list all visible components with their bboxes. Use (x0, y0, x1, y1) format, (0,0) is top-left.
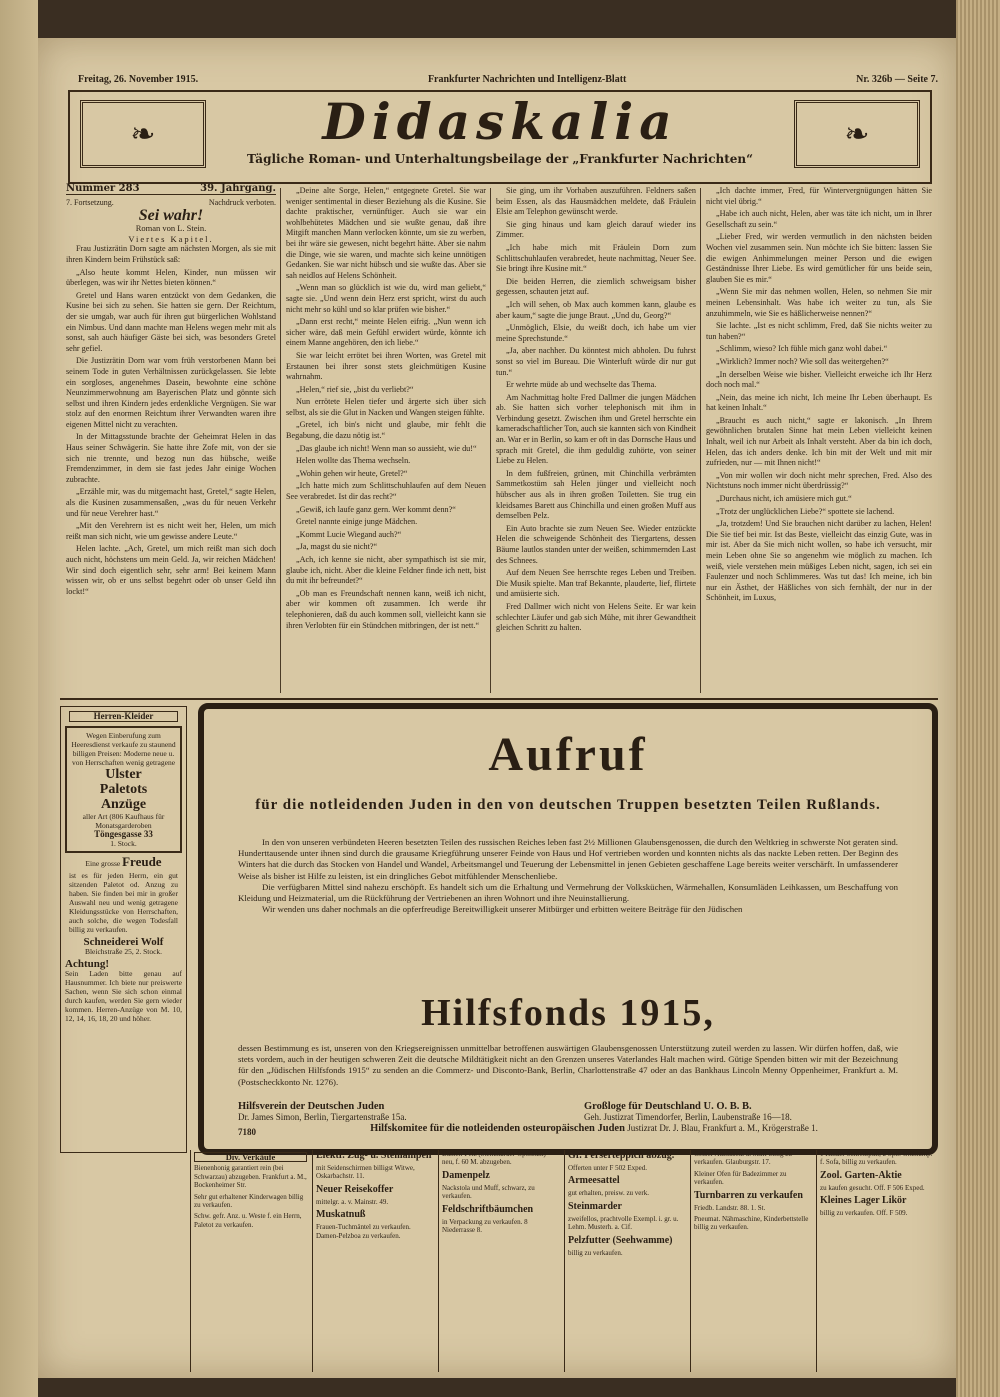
column-divider (490, 188, 491, 693)
paragraph: Sie war leicht errötet bei ihren Worten, was Gretel mit Erstaunen bei ihrer sonst stets gleichmütigen Kusine wahrnahm. (286, 350, 486, 382)
issue-number: Nummer 283 (66, 183, 140, 194)
classified-title: Muskatnuß (316, 1209, 366, 1221)
aufruf-paragraph-1: In den von unseren verbündeten Heeren besetzten Teilen des russischen Reiches leben fast 2½ Millionen Glaubensgenossen, die durch den Weltkrieg in schwerste Not geraten sind. Hunderttausende unter ihnen sind durch die grausame Kriegführung unserer Feinde von Haus und Hof vertrieben worden und konnten nichts als das nackte Leben retten. Der Beginn des Winters hat die durch das Stocken von Handel und Wandel, Arbeitsmangel und Teuerung der Lebensmittel in jenen Gebieten geschaffene Lage bereits weiter verschärft. In umfassenderer Weise als bisher ist Hilfe zu leisten, ist ein dringliches Gebot mitfühlender Menschenliebe. (238, 837, 898, 881)
classified-title: Neuer Reisekoffer (316, 1183, 394, 1195)
classified-item: billig zu verkaufen. Off. F 509. (820, 1209, 908, 1218)
classified-item: in Verpackung zu verkaufen. 8 Niederrasse 8. (442, 1217, 528, 1235)
paragraph: „Gretel, ich bin's nicht und glaube, mir fehlt die Begabung, die dazu nötig ist.“ (286, 420, 486, 441)
paragraph: „Kommt Lucie Wiegand auch?“ (296, 529, 402, 539)
classified-item: Friedb. Landstr. 88. 1. St. (694, 1203, 766, 1212)
paragraph: Die beiden Herren, die ziemlich schweigsam bisher gegessen, schauten jetzt auf. (496, 276, 696, 297)
header-paper: Frankfurter Nachrichten und Intelligenz-Blatt (427, 74, 627, 85)
ad-herren-floor: 1. Stock. (110, 839, 137, 848)
paragraph: „In derselben Weise wie bisher. Vielleicht erweiche ich Ihr Herz doch noch mal.“ (706, 369, 932, 390)
classified-column-3 (438, 1150, 562, 1372)
signature-3-org: Hilfskomitee für die notleidenden osteuropäischen Juden (370, 1123, 625, 1134)
classified-item: Sehr gut erhaltener Kinderwagen billig zu verkaufen. (194, 1192, 304, 1210)
ad-freude (65, 854, 182, 934)
classified-item: Bienenhonig garantiert rein (bei Schwarzau) abzugeben. Frankfurt a. M., Bockenheimer Str. (194, 1164, 307, 1190)
ad-freude-pre: Eine grosse (85, 859, 121, 868)
ad-achtung (65, 960, 182, 1023)
aufruf-title: Aufruf (488, 728, 648, 781)
signature-2-org: Großloge für Deutschland U. O. B. B. (584, 1101, 752, 1112)
paragraph: „Schlimm, wieso? Ich fühle mich ganz wohl dabei.“ (716, 344, 888, 354)
ad-herren-heading: Herren-Kleider (69, 711, 178, 722)
paragraph: Helen wollte das Thema wechseln. (296, 456, 411, 466)
paragraph: In der Mittagsstunde brachte der Geheimrat Helen in das Haus seiner Schwägerin. Sie hatte ihre Zofe mit, von der sie sich nie trennte, und bezog nun das hübsche, weiße Fremdenzimmer, in dem sie fast jedes Jahr einige Wochen zubrachte. (66, 432, 276, 484)
paragraph: „Nein, das meine ich nicht, Ich meine Ihr Leben überhaupt. Es hat keinen Inhalt.“ (706, 392, 932, 413)
classified-title: Gr. Perserteppich abzug. (568, 1150, 675, 1161)
ad-achtung-title: Achtung! (65, 958, 110, 970)
paragraph: „Braucht es auch nicht,“ sagte er lakonisch. „In Ihrem gewöhnlichen brutalen Sinne hat mein Leben vielleicht keinen Inhalt, weil ich nur Arbeit als Inhalt versteht. Aber da bin ich doch, Helen, das ich anders denke. Ich bin mit der Welt und mit mir zufrieden, nur — mit Ihnen nicht!“ (706, 415, 932, 468)
paragraph: Gretel und Hans waren entzückt von dem Gedanken, die Kusine bei sich zu sehen. Sie hatten sie gern. Der Reichtum, der sie umgab, war auch für ihren gut bürgerlichen Wohlstand ein Nimbus. Und dann machte man Helens wegen mehr mit als sonst, sah auch häufiger Gäste bei sich, was besonders Gretel sehr gefiel. (66, 290, 276, 353)
paragraph: Am Nachmittag holte Fred Dallmer die jungen Mädchen ab. Sie hatten sich vorher telephonisch mit ihm in Verbindung gesetzt. Zwischen ihm und Gretel herrschte ein kameradschaftlicher Ton, auch sie kannten sich von Kindheit an. War er in Berlin, so kam er oft in das Dornsche Haus und sprach mit Gretel, die ihm geduldig zuhörte, von seiner Liebe zu Helen. (496, 392, 696, 466)
aufruf-body-bottom (238, 1043, 898, 1088)
classified-column-2 (312, 1150, 436, 1372)
paragraph: „Ob man es Freundschaft nennen kann, weiß ich nicht, aber wir kommen oft zusammen. Ich werde ihr telephonieren, daß du auch kommen soll, vielleicht kann sie ihren Verlobten für ein Stündchen mitbringen, der ist nett.“ (286, 588, 486, 630)
classified-title: Steinmarder (568, 1200, 622, 1212)
classified-item: billig zu verkaufen. (568, 1248, 623, 1257)
novel-chapter: Viertes Kapitel. (128, 233, 214, 244)
masthead (68, 90, 932, 184)
signature-2-name: Geh. Justizrat Timendorfer, Berlin, Laubenstraße 16—18. (584, 1112, 792, 1122)
classified-item: Damen-Pelz (Steinmarder-Opossum) neu, f. 60 M. abzugeben. (442, 1150, 546, 1167)
aufruf-paragraph-2: Die verfügbaren Mittel sind nahezu erschöpft. Es handelt sich um die Erhaltung und Vermehrung der Volksküchen, Wärmehallen, Konsumläden Leihkassen, um Beschaffung von Kleidung und Heizmaterial, um die Rückführung der Vertriebenen an ihren Wohnort und ihre Neuinstallierung. (238, 881, 898, 904)
paragraph: Sie ging hinaus und kam gleich darauf wieder ins Zimmer. (496, 219, 696, 240)
classified-item: Schw. gefr. Anz. u. Weste f. ein Herrn, Paletot zu verkaufen. (194, 1212, 302, 1229)
paragraph: „Mit den Verehrern ist es nicht weit her, Helen, um mich reißt man sich nicht, wie um gewisse andere Leute.“ (66, 521, 276, 541)
paragraph: In dem fußfreien, grünen, mit Chinchilla verbrämten Sammetkostüm sah Helen jünger und vielleicht noch hübscher aus als in ihren großen Toiletten. Sie trug ein kleidsames Barett aus Chinchilla und einen großen Muff aus demselben Pelz. (496, 468, 696, 521)
ad-herren-kleider (65, 726, 182, 853)
classified-title: Zool. Garten-Aktie (820, 1169, 902, 1181)
header-date: Freitag, 26. November 1915. (78, 74, 199, 85)
left-ads-column (60, 706, 187, 1153)
classified-item: mittelgr. a. v. Mainstr. 49. (316, 1197, 389, 1206)
paragraph: „Wenn Sie mir das nehmen wollen, Helen, so nehmen Sie mir meinen Lebensinhalt. Was habe ich weiter zu tun, als Sie anzuhimmeln, wie Sie es häßlicherweise nennen?“ (706, 287, 932, 318)
paragraph: Auf dem Neuen See herrschte reges Leben und Treiben. Die Musik spielte. Man traf Bekannte, plauderte, lief, flirtete und amüsierte sich. (496, 568, 696, 599)
paragraph: „Lieber Fred, wir werden vermutlich in den nächsten beiden Wochen viel zusammen sein. Nun möchte ich Sie bitten: lassen Sie die ewigen Anhimmelungen meiner Person und die ewigen Geständnisse Ihrer Liebe. Es wird gemütlicher für uns beide sein, glauben Sie es mir.“ (706, 232, 932, 284)
ad-herren-tail: aller Art (806 Kaufhaus für Monatsgarderoben (82, 812, 165, 830)
newspaper-page (38, 38, 956, 1378)
classified-ads (190, 1150, 938, 1372)
classified-title: Armeesattel (568, 1175, 620, 1187)
classified-title: Feldschriftbäumchen (442, 1203, 534, 1215)
paragraph: „Ach, ich kenne sie nicht, aber sympathisch ist sie mir, glaube ich, nicht. Aber die kleine Feldner finde ich nett, bist du mit ihr befreundet?“ (286, 555, 486, 586)
ad-achtung-text: Sein Laden bitte genau auf Hausnummer. Ich biete nur preiswerte Sachen, wenn Sie sich schon einmal durch kaufen, werden Sie gern wieder kommen. Herren-Anzüge von M. 10, 12, 14, 16, 18, 20 und höher. (65, 969, 182, 1023)
classified-item: Kleiner Ofen für Badezimmer zu verkaufen. (694, 1169, 787, 1187)
signature-3 (354, 1123, 834, 1134)
aufruf-paragraph-3: Wir wenden uns daher nochmals an die opferfreudige Bereitwilligkeit unserer Mitbürger und erbitten weitere Beiträge für den Jüdischen (262, 904, 743, 915)
column-3 (496, 186, 696, 636)
ad-herren-ulster: Ulster (105, 767, 142, 782)
classified-title: Elektr. Zug- u. Stehlampen (316, 1150, 432, 1161)
issue-line (66, 183, 276, 195)
paragraph: Ein Auto brachte sie zum Neuen See. Wieder entzückte Helen die schweigende Schönheit des Tiergartens, dessen Bäume lautlos standen unter der weißen, schimmernden Last des Schnees. (496, 523, 696, 565)
paragraph: „Unmöglich, Elsie, du weißt doch, ich habe um vier meine Sprechstunde.“ (496, 323, 696, 343)
ad-freude-text: ist es für jeden Herrn, ein gut sitzenden Paletot od. Anzug zu haben. Sie finden bei mir in großer Auswahl neu und wenig getragene Kleidungsstücke von Herrschaften, auch solche, die wegen Todesfall billig zu verkaufen. (69, 871, 178, 934)
paragraph: „Ich dachte immer, Fred, für Wintervergnügungen hätten Sie nicht viel übrig.“ (706, 186, 932, 206)
paragraph: „Ja, trotzdem! Und Sie brauchen nicht darüber zu lachen, Helen! Die Sie tief bei mir. Ist das Beste, vielleicht das einzig Gute, was in mir ist. Aber da Sie mich nicht wollen, so habe ich versucht, mir mein Leben ohne Sie so angenehm wie möglich zu machen. Ich weiß, viele verstehen mein müßiges Leben nicht, sagen, ich sei ein Faulenzer und noch Schlimmeres. Was tut das! Ich meine, ich bin nur ein Ästhet, der Häßliches von sich fernhält, der nur in der Schönheit, im Luxus, (706, 519, 932, 603)
ad-herren-paletots: Paletots (99, 782, 148, 797)
classified-item: Pneumat. Nähmaschine, Kinderbettstelle billig zu verkaufen. (694, 1215, 809, 1232)
ad-herren-street: Töngesgasse 33 (94, 829, 153, 839)
paragraph: Fred Dallmer wich nicht von Helens Seite. Er war kein schlechter Läufer und gab sich Mühe, mit ihrer Gewandtheit gleichen Schritt zu halten. (496, 601, 696, 633)
signature-1 (238, 1101, 558, 1123)
column-1 (66, 198, 276, 599)
paragraph: „Durchaus nicht, ich amüsiere mich gut.“ (716, 494, 852, 504)
paragraph: Sie lachte. „Ist es nicht schlimm, Fred, daß Sie nichts weiter zu tun haben?“ (706, 321, 932, 341)
classified-column-5 (690, 1150, 814, 1372)
ad-freude-title: Freude (122, 854, 162, 869)
aufruf-number: 7180 (238, 1127, 256, 1137)
aufruf-body-top (238, 837, 898, 915)
paragraph: „Ich hatte mich zum Schlittschuhlaufen auf dem Neuen See verabredet. Ist dir das recht?“ (286, 481, 486, 502)
aufruf-ad (198, 703, 938, 1155)
classified-title: Damenpelz (442, 1169, 490, 1181)
header-line (78, 74, 938, 85)
paragraph: „Trotz der unglücklichen Liebe?“ spottete sie lachend. (716, 506, 895, 516)
paragraph: Nun errötete Helen tiefer und ärgerte sich über sich selbst, als sie die Glut in Nacken und Wangen steigen fühlte. (286, 397, 486, 417)
classified-item: Gelber Auchsbeiz u. Muff billig zu verkaufen. Glauburgstr. 17. (694, 1150, 792, 1167)
paragraph: „Ja, magst du sie nicht?“ (296, 542, 378, 552)
paragraph: Frau Justizrätin Dorn sagte am nächsten Morgen, als sie mit ihren Kindern beim Frühstück saß: (66, 244, 276, 264)
header-page: Nr. 326b — Seite 7. (856, 74, 938, 85)
classified-item: zu kaufen gesucht. Off. F 506 Exped. (820, 1183, 925, 1192)
classified-column-4 (564, 1150, 688, 1372)
paragraph: „Wenn man so glücklich ist wie du, wird man geliebt,“ sagte sie. „Und wenn dein Herz erst spricht, wirst du auch nicht mehr so kühl und so klar prüfen wie bisher.“ (286, 283, 486, 314)
masthead-subtitle: Tägliche Roman- und Unterhaltungsbeilage der „Frankfurter Nachrichten“ (246, 152, 754, 166)
ad-wolf-address: Bleichstraße 25, 2. Stock. (84, 947, 163, 956)
classified-column-6 (816, 1150, 938, 1372)
classified-item: 1 Kinder-Schreibpult, 2 Spir. Glühlamp. f. Sofa, billig zu verkaufen. (820, 1150, 933, 1167)
aufruf-paragraph-4: dessen Bestimmung es ist, unseren von den Kriegsereignissen unmittelbar betroffenen auswärtigen Glaubensgenossen Unterstützung zuteil werden zu lassen. Wir dürfen hoffen, daß, wie stets vordem, auch in der heutigen schweren Zeit die deutsche Mildtätigkeit nicht an den Grenzen unseres Vaterlandes Halt machen wird. Gütige Spenden bitten wir mit der Bezeichnung für den „Jüdischen Hilfsfonds 1915“ zu senden an die Commerz- und Disconto-Bank, Berlin, Charlottenstraße 47 oder an das Bankhaus Lincoln Menny Oppenheimer, Frankfurt a. M. (Postscheckkonto Nr. 1276). (238, 1043, 898, 1087)
paragraph: „Erzähle mir, was du mitgemacht hast, Gretel,“ sagte Helen, als die Kusinen zusammensaßen, „was du für neuen Verkehr und für neue Verehrer hast.“ (66, 487, 276, 518)
classified-heading: Div. Verkäufe (194, 1152, 307, 1162)
paragraph: Gretel nannte einige junge Mädchen. (296, 517, 418, 527)
aufruf-subtitle: für die notleidenden Juden in den von deutschen Truppen besetzten Teilen Rußlands. (255, 797, 881, 813)
classified-title: Turnbarren zu verkaufen (694, 1189, 803, 1201)
paragraph: „Ich habe mich mit Fräulein Dorn zum Schlittschuhlaufen verabredet, heute nachmittag, Neuer See. Sie bringt ihre Kusine mit.“ (496, 242, 696, 274)
ad-herren-intro: Wegen Einberufung zum Heeresdienst verkaufe zu staunend billigen Preisen: Moderne neue u. von Herrschaften wenig getragene (71, 731, 176, 767)
novel-notice: Nachdruck verboten. (208, 198, 276, 207)
ornament-left-icon: ❧ (80, 100, 206, 168)
paragraph: „Gewiß, ich laufe ganz gern. Wer kommt denn?“ (296, 504, 456, 514)
page-right-edge (956, 0, 1000, 1397)
paragraph: „Das glaube ich nicht! Wenn man so aussieht, wie du!“ (296, 443, 477, 453)
paragraph: „Ich will sehen, ob Max auch kommen kann, glaube es aber kaum,“ sagte die junge Braut. „Und du, Georg?“ (496, 299, 696, 320)
classified-title: Kleines Lager Likör (820, 1195, 907, 1207)
paragraph: „Helen,“ rief sie, „bist du verliebt?“ (296, 384, 414, 394)
classified-item: Nackstola und Muff, schwarz, zu verkaufen. (442, 1183, 535, 1201)
classified-item: mit Seidenschirmen billigst Witwe, Oskarbachstr. 11. (316, 1164, 415, 1181)
signature-1-name: Dr. James Simon, Berlin, Tiergartenstraße 15a. (238, 1112, 407, 1122)
classified-title: Pelzfutter (Seehwamme) (568, 1234, 673, 1246)
paragraph: Die Justizrätin Dorn war vom früh verstorbenen Mann bei seinem Tode in guten Verhältnissen zurückgelassen. Sie lebte ein sorgloses, angenehmes Dasein, bewohnte eine schöne Neunzimmerwohnung am Bayerischen Platz und gönnte sich selbst und ihren Kindern jedes erdenkliche Vergnügen. Sie war stolz auf den enormen Reichtum ihrer Verwandten waren ihre eigenen Mittel nicht zu verachten. (66, 356, 276, 429)
signature-3-name: Justizrat Dr. J. Blau, Frankfurt a. M., Krögerstraße 1. (627, 1123, 818, 1133)
classified-item: Offerten unter F 502 Exped. (568, 1164, 647, 1172)
novel-author: Roman von L. Stein. (135, 223, 207, 234)
column-2 (286, 186, 486, 633)
ad-wolf (65, 938, 182, 956)
classified-column-1 (190, 1150, 310, 1372)
paragraph: Sie ging, um ihr Vorhaben auszuführen. Feldners saßen beim Essen, als das Hausmädchen meldete, daß Fräulein Elsie am Telephon gewünscht werde. (496, 186, 696, 217)
paragraph: Helen lachte. „Ach, Gretel, um mich reißt man sich doch auch nicht, höchstens um mein Geld. Ja, wir reichen Mädchen! Wir sind doch eigentlich sehr, sehr arm! Bei keinem Mann wissen wir, ob er uns selbst begehrt oder ob unser Geld ihn lockt!“ (66, 544, 276, 596)
paragraph: „Wohin gehen wir heute, Gretel?“ (296, 468, 408, 478)
masthead-title: Didaskalia (322, 92, 678, 151)
paragraph: „Dann erst recht,“ meinte Helen eifrig. „Nun wenn ich sicher wäre, daß mein Gefühl erwidert würde, könnte ich einem Manne angehören, den ich liebe.“ (286, 317, 486, 348)
ad-wolf-title: Schneiderei Wolf (83, 936, 164, 948)
signature-1-org: Hilfsverein der Deutschen Juden (238, 1101, 385, 1112)
paragraph: „Also heute kommt Helen, Kinder, nun müssen wir überlegen, was wir ihr Nettes bieten können.“ (66, 267, 276, 288)
ad-herren-anzuege: Anzüge (100, 797, 147, 812)
column-4 (706, 186, 932, 606)
ornament-right-icon: ❧ (794, 100, 920, 168)
paragraph: „Deine alte Sorge, Helen,“ entgegnete Gretel. Sie war weniger sentimental in dieser Beziehung als die Kusine. Sie dachte praktischer, vernünftiger. Auch sie war ein wohlbehütetes Mädchen und sie wußte genau, daß ihre Mitgift manchen Mann verlocken könnte, um sie zu werben, bei ihr wäre sie gewesen, nicht begehrt hätte. Aber sie nahm die Dinge, wie sie waren, und machte sich keine unnötigen Gedanken. Sie war nicht hübsch und sie wußte das. Aber sie sah neidlos auf Helens Schönheit. (286, 186, 486, 280)
page-left-edge (0, 0, 38, 1397)
paragraph: „Habe ich auch nicht, Helen, aber was täte ich nicht, um in Ihrer Gesellschaft zu sein.“ (706, 209, 932, 229)
column-divider (700, 188, 701, 693)
issue-year: 39. Jahrgang. (200, 183, 276, 194)
signature-2 (584, 1101, 904, 1123)
novel-continuation: 7. Fortsetzung. (66, 198, 114, 207)
classified-item: gut erhalten, preisw. zu verk. (568, 1189, 649, 1198)
novel-title: Sei wahr! (138, 206, 204, 224)
classified-item: Frauen-Tuchmäntel zu verkaufen. Damen-Pelzboa zu verkaufen. (316, 1223, 411, 1240)
section-divider (60, 698, 938, 700)
paragraph: „Ja, aber nachher. Du könntest mich abholen. Du fuhrst sonst so viel im Bureau. Die Winterluft würde dir nur gut tun.“ (496, 346, 696, 377)
paragraph: „Von mir wollen wir doch nicht mehr sprechen, Fred. Also des Nichtstuns noch immer nicht überdrüssig?“ (706, 470, 932, 491)
classified-item: zweifellos, prachtvolle Exempl. i. gr. u. Lehm. Musterh. a. Cif. (568, 1214, 679, 1232)
paragraph: „Wirklich? Immer noch? Wie soll das weitergehen?“ (716, 356, 889, 366)
paragraph: Er wehrte müde ab und wechselte das Thema. (506, 380, 657, 390)
column-divider (280, 188, 281, 693)
aufruf-fund-title: Hilfsfonds 1915, (421, 992, 715, 1034)
